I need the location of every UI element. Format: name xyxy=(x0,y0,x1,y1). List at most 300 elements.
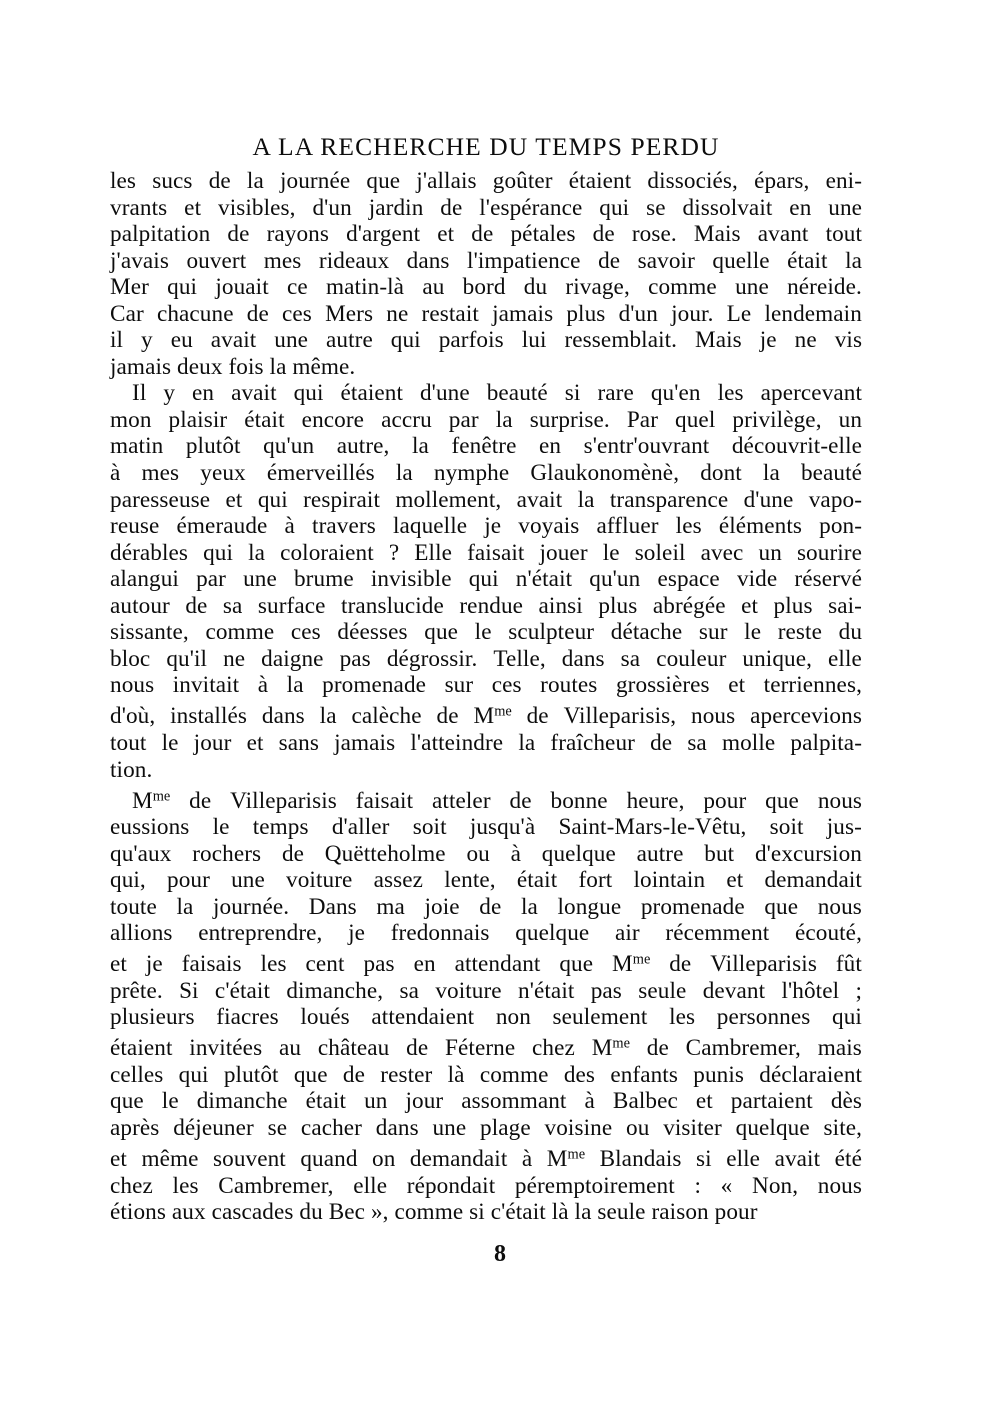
word: pour xyxy=(167,867,210,894)
word: sucs xyxy=(152,168,193,194)
word: travers xyxy=(312,513,376,540)
madame-abbreviation: $M^{me}$ xyxy=(546,1146,586,1173)
word: nous xyxy=(817,1172,863,1199)
word: calèche xyxy=(351,703,422,730)
word: molle xyxy=(721,729,776,756)
word: là xyxy=(447,1061,465,1088)
word: était xyxy=(244,406,285,433)
word: Telle, xyxy=(493,645,546,672)
word: fredonnais xyxy=(390,920,490,947)
word: dans xyxy=(375,1115,419,1142)
word: un xyxy=(838,406,863,433)
word: Par xyxy=(626,406,659,433)
word: surface xyxy=(257,592,326,619)
word: rose. xyxy=(631,221,677,248)
word: souvent xyxy=(213,1146,286,1173)
word: en xyxy=(539,433,562,460)
word: deux xyxy=(177,353,223,380)
word: quel xyxy=(675,406,716,433)
word: attendaient xyxy=(371,1004,475,1031)
word: que xyxy=(559,951,594,978)
word: unique, xyxy=(742,645,813,672)
word: seulement xyxy=(552,1004,648,1031)
word: savoir xyxy=(637,247,695,274)
running-head: A LA RECHERCHE DU TEMPS PERDU xyxy=(252,132,720,161)
word: un xyxy=(364,1088,388,1115)
word: les xyxy=(675,513,702,540)
word: de xyxy=(592,221,615,248)
word: visiter xyxy=(663,1115,722,1142)
word: dans xyxy=(561,645,605,672)
word: reste xyxy=(777,619,822,646)
word: sourire xyxy=(796,539,863,566)
text-line xyxy=(110,672,862,699)
word: étaient xyxy=(568,168,632,194)
word: comme xyxy=(205,619,275,646)
word: faisais xyxy=(181,951,242,978)
word: heure, xyxy=(626,787,685,814)
word xyxy=(612,947,650,978)
text-line xyxy=(110,540,862,567)
word: parfois xyxy=(438,327,504,354)
word: les xyxy=(260,951,287,978)
word: qu'aux xyxy=(110,840,172,867)
word: de xyxy=(208,168,231,194)
word: voyais xyxy=(518,513,580,540)
word: je xyxy=(759,327,777,354)
word: Mers xyxy=(325,300,374,327)
word: partaient xyxy=(730,1088,813,1115)
word: ne xyxy=(794,327,817,354)
word: étions xyxy=(110,1199,166,1226)
word: à xyxy=(284,513,295,540)
word: dans xyxy=(261,703,305,730)
word: dans xyxy=(406,247,450,274)
word: dérables xyxy=(110,539,189,566)
word: sur xyxy=(444,672,474,699)
word: de xyxy=(440,194,463,221)
word: se xyxy=(646,194,666,221)
text-line xyxy=(110,867,862,894)
word: fort xyxy=(578,867,613,894)
text-line xyxy=(110,1199,862,1226)
word: ressemblait. xyxy=(564,327,678,354)
word: la xyxy=(495,406,513,433)
word: était xyxy=(305,1088,347,1115)
word: air xyxy=(614,920,640,947)
word: invitées xyxy=(189,1035,263,1062)
word: d'une xyxy=(419,380,470,407)
text-line xyxy=(110,699,862,730)
word: voiture xyxy=(435,977,502,1004)
word: Car xyxy=(110,300,144,327)
word xyxy=(132,783,170,814)
text-line xyxy=(110,221,862,248)
word: avant xyxy=(757,221,809,248)
word: était xyxy=(516,867,558,894)
page-number: 8 xyxy=(494,1241,506,1267)
word: fiacres xyxy=(216,1004,279,1031)
word: raison xyxy=(651,1199,709,1226)
text-line xyxy=(110,1115,862,1142)
word: assommant xyxy=(461,1088,567,1115)
word: nous xyxy=(817,893,862,920)
word: sa xyxy=(222,592,243,619)
word: que xyxy=(293,1061,328,1088)
text-line xyxy=(110,380,862,407)
word: qui xyxy=(203,539,234,566)
text-line xyxy=(110,301,862,328)
word: vis xyxy=(834,327,863,354)
word: déesses xyxy=(337,619,408,646)
word: nous xyxy=(110,672,155,699)
word: vrants xyxy=(110,194,168,221)
word: ne xyxy=(386,300,409,327)
word: une xyxy=(828,194,863,221)
word: installés xyxy=(170,703,248,730)
word: sa xyxy=(399,977,419,1004)
word: et xyxy=(695,1088,713,1115)
word: d'excursion xyxy=(754,840,862,867)
word: était xyxy=(787,247,828,274)
word: Balbec xyxy=(612,1088,678,1115)
word: elle xyxy=(828,645,862,672)
word: néreide. xyxy=(787,274,862,301)
word: site, xyxy=(823,1115,863,1142)
word: Villeparisis xyxy=(230,787,337,814)
word: Mais xyxy=(695,327,742,354)
word: qui, xyxy=(110,867,146,894)
word: ; xyxy=(855,977,862,1004)
word: réservé xyxy=(794,566,863,593)
word: invisible xyxy=(370,566,452,593)
word: de xyxy=(342,1061,365,1088)
word: le xyxy=(474,619,492,646)
word: : xyxy=(694,1172,701,1199)
text-line xyxy=(110,566,862,593)
word: sissante, xyxy=(110,619,189,646)
word: à xyxy=(521,1146,533,1173)
word: mon xyxy=(110,406,152,433)
word: la xyxy=(176,893,194,920)
word: lui xyxy=(521,327,547,354)
word: comme xyxy=(394,1199,464,1226)
word: matin-là xyxy=(326,274,405,301)
word: écouté, xyxy=(794,920,862,947)
word: par xyxy=(196,566,226,593)
word: mes xyxy=(263,247,302,274)
word: ces xyxy=(290,619,321,646)
word: qu'en xyxy=(650,380,701,407)
word: grossières xyxy=(615,672,710,699)
word: y xyxy=(141,327,153,354)
word: de xyxy=(669,951,692,978)
word: un xyxy=(758,539,782,566)
word: que xyxy=(366,168,401,194)
word: détache xyxy=(610,619,683,646)
word: émerveillés xyxy=(266,460,375,487)
word: jamais xyxy=(110,353,172,380)
word: mais xyxy=(817,1035,862,1062)
word: invitait xyxy=(172,672,240,699)
word: reuse xyxy=(110,513,160,540)
word: c'était xyxy=(490,1199,546,1226)
word: nous xyxy=(691,703,736,730)
word: dimanche, xyxy=(286,977,384,1004)
word: translucide xyxy=(341,592,444,619)
word: plaisir xyxy=(168,406,228,433)
word: sai- xyxy=(828,592,862,619)
word: privilège, xyxy=(732,406,822,433)
word: qu'un xyxy=(589,566,641,593)
word: n'était xyxy=(518,977,575,1004)
word: goûter xyxy=(492,168,553,194)
word: s'entr'ouvrant xyxy=(583,433,710,460)
word: qui xyxy=(390,327,421,354)
word: ces xyxy=(491,672,522,699)
word: y xyxy=(163,380,176,407)
word: prête. xyxy=(110,977,163,1004)
word: et xyxy=(728,672,746,699)
word: là xyxy=(551,1199,569,1226)
word: avait xyxy=(774,1146,821,1173)
word: et xyxy=(110,951,127,978)
word: quelque xyxy=(735,1115,810,1142)
word: plus xyxy=(598,592,638,619)
word: la xyxy=(269,353,287,380)
word: autre xyxy=(636,840,684,867)
paragraph xyxy=(110,783,862,1226)
word: temps xyxy=(252,814,309,841)
word: étaient xyxy=(110,1035,173,1062)
word: la xyxy=(518,729,536,756)
word: l'espérance xyxy=(479,194,583,221)
word: de xyxy=(598,247,621,274)
word: la xyxy=(395,460,413,487)
word: daigne xyxy=(261,645,324,672)
word: quelque xyxy=(515,920,590,947)
word: découvrit-elle xyxy=(731,433,863,460)
word xyxy=(592,1031,630,1062)
word: les xyxy=(669,1004,696,1031)
word: eni- xyxy=(825,168,863,194)
word: n'était xyxy=(515,566,573,593)
word: pon- xyxy=(819,513,863,540)
word: en xyxy=(192,380,215,407)
word: si xyxy=(564,380,581,407)
word: que xyxy=(765,787,799,814)
word: beauté xyxy=(486,380,548,407)
word: avec xyxy=(700,539,744,566)
word: encore xyxy=(301,406,365,433)
word: l'hôtel xyxy=(781,977,840,1004)
word: après xyxy=(110,1115,160,1142)
word: loués xyxy=(300,1004,350,1031)
word: de xyxy=(189,787,212,814)
word: c'était xyxy=(214,977,271,1004)
word: que xyxy=(424,619,459,646)
word: la xyxy=(319,703,337,730)
word: Glaukonomènè, xyxy=(530,460,680,487)
word: répondait xyxy=(406,1172,496,1199)
word: jus- xyxy=(826,814,862,841)
word: jour. xyxy=(671,300,714,327)
word: de xyxy=(227,221,250,248)
word: rare xyxy=(597,380,634,407)
paragraph xyxy=(110,380,862,783)
word: d'un xyxy=(312,194,352,221)
word: soit xyxy=(412,814,447,841)
word: promenade xyxy=(640,893,745,920)
word: le xyxy=(602,539,620,566)
word: j'allais xyxy=(416,168,477,194)
text-line xyxy=(110,757,862,784)
word: toute xyxy=(110,893,157,920)
word: bonne xyxy=(550,787,608,814)
word: à xyxy=(257,672,269,699)
word: on xyxy=(372,1146,396,1173)
word: transparence xyxy=(609,486,729,513)
word: si xyxy=(469,1199,485,1226)
word: le xyxy=(161,729,179,756)
word: ne xyxy=(223,645,246,672)
word: restait xyxy=(421,300,479,327)
word: rivage, xyxy=(565,274,630,301)
word: les xyxy=(717,380,744,407)
word: cacher xyxy=(300,1115,363,1142)
word: ou xyxy=(626,1115,650,1142)
word: même. xyxy=(292,353,356,380)
word: ma xyxy=(376,893,405,920)
word: quand xyxy=(300,1146,358,1173)
word: elle xyxy=(353,1172,388,1199)
text-line xyxy=(110,894,862,921)
text-line xyxy=(110,1004,862,1031)
word: ce xyxy=(286,274,308,301)
word: rendue xyxy=(459,592,524,619)
word: elle xyxy=(726,1146,761,1173)
word: seule xyxy=(638,977,687,1004)
word: l'impatience xyxy=(467,247,581,274)
word: routes xyxy=(540,672,598,699)
word: une xyxy=(274,327,309,354)
word: lendemain xyxy=(764,300,862,327)
word: faisait xyxy=(355,787,414,814)
word: déjeuner xyxy=(173,1115,254,1142)
word: du xyxy=(523,274,548,301)
word: allions xyxy=(110,920,173,947)
word: demandait xyxy=(764,867,862,894)
word: cascades xyxy=(211,1199,294,1226)
word: pas xyxy=(339,645,371,672)
text-line xyxy=(110,274,862,301)
madame-abbreviation: $M^{me}$ xyxy=(132,787,171,814)
word: la xyxy=(411,433,429,460)
word: yeux xyxy=(200,460,246,487)
word: et xyxy=(110,1146,127,1173)
word: Non, xyxy=(752,1172,799,1199)
word: entreprendre, xyxy=(198,920,323,947)
text-line xyxy=(110,327,862,354)
word: jusqu'à xyxy=(469,814,536,841)
word: jardin xyxy=(368,194,424,221)
word: sans xyxy=(278,729,319,756)
word: en xyxy=(413,951,436,978)
word: dissociés, xyxy=(647,168,738,194)
word: lointain xyxy=(633,867,706,894)
word: promenade xyxy=(322,672,427,699)
word: les xyxy=(172,1172,199,1199)
word: de xyxy=(471,221,494,248)
word: fois xyxy=(228,353,264,380)
word: « xyxy=(720,1172,733,1199)
word: Féterne xyxy=(445,1035,516,1062)
word: qui xyxy=(293,380,324,407)
word: jouer xyxy=(539,539,588,566)
word: vide xyxy=(736,566,778,593)
word: pour xyxy=(714,1199,758,1226)
word: d'un xyxy=(618,300,658,327)
word: paresseuse xyxy=(110,486,211,513)
word: d'argent xyxy=(346,221,421,248)
text-line xyxy=(110,619,862,646)
text-line xyxy=(110,730,862,757)
word: éléments xyxy=(718,513,803,540)
word: le xyxy=(161,1088,179,1115)
word: pétales xyxy=(510,221,576,248)
word: dimanche xyxy=(196,1088,288,1115)
word: bloc xyxy=(110,645,151,672)
word: par xyxy=(448,406,479,433)
text-line xyxy=(110,513,862,540)
word: une xyxy=(231,867,265,894)
word: Quëtteholme xyxy=(324,840,446,867)
word: Mer xyxy=(110,274,149,301)
word: enfants xyxy=(610,1061,678,1088)
word: d'où, xyxy=(110,703,156,730)
word: l'atteindre xyxy=(410,729,504,756)
text-line xyxy=(110,1173,862,1200)
word: autre xyxy=(326,327,373,354)
word: quelque xyxy=(541,840,616,867)
word: Blandais xyxy=(599,1146,682,1173)
word: et xyxy=(726,867,744,894)
word: abrégée xyxy=(652,592,726,619)
word: devant xyxy=(702,977,766,1004)
word: qu'il xyxy=(166,645,208,672)
word: et xyxy=(741,592,759,619)
word: j'avais xyxy=(110,247,169,274)
word: Elle xyxy=(414,539,453,566)
word: qu'un xyxy=(263,433,315,460)
word: pas xyxy=(363,951,395,978)
word: au xyxy=(278,1035,302,1062)
word: visibles, xyxy=(218,194,296,221)
word: fraîcheur xyxy=(550,729,635,756)
word: faisait xyxy=(467,539,525,566)
word: Cambremer, xyxy=(685,1035,801,1062)
word: mes xyxy=(141,460,180,487)
word: respirait xyxy=(303,486,380,513)
word: quelle xyxy=(712,247,770,274)
word: demandait xyxy=(409,1146,508,1173)
madame-abbreviation: $M^{me}$ xyxy=(612,951,651,978)
word: celles xyxy=(110,1061,164,1088)
word: péremptoirement xyxy=(514,1172,675,1199)
word: chez xyxy=(532,1035,575,1062)
word: nous xyxy=(817,787,863,814)
word: si xyxy=(696,1146,712,1173)
